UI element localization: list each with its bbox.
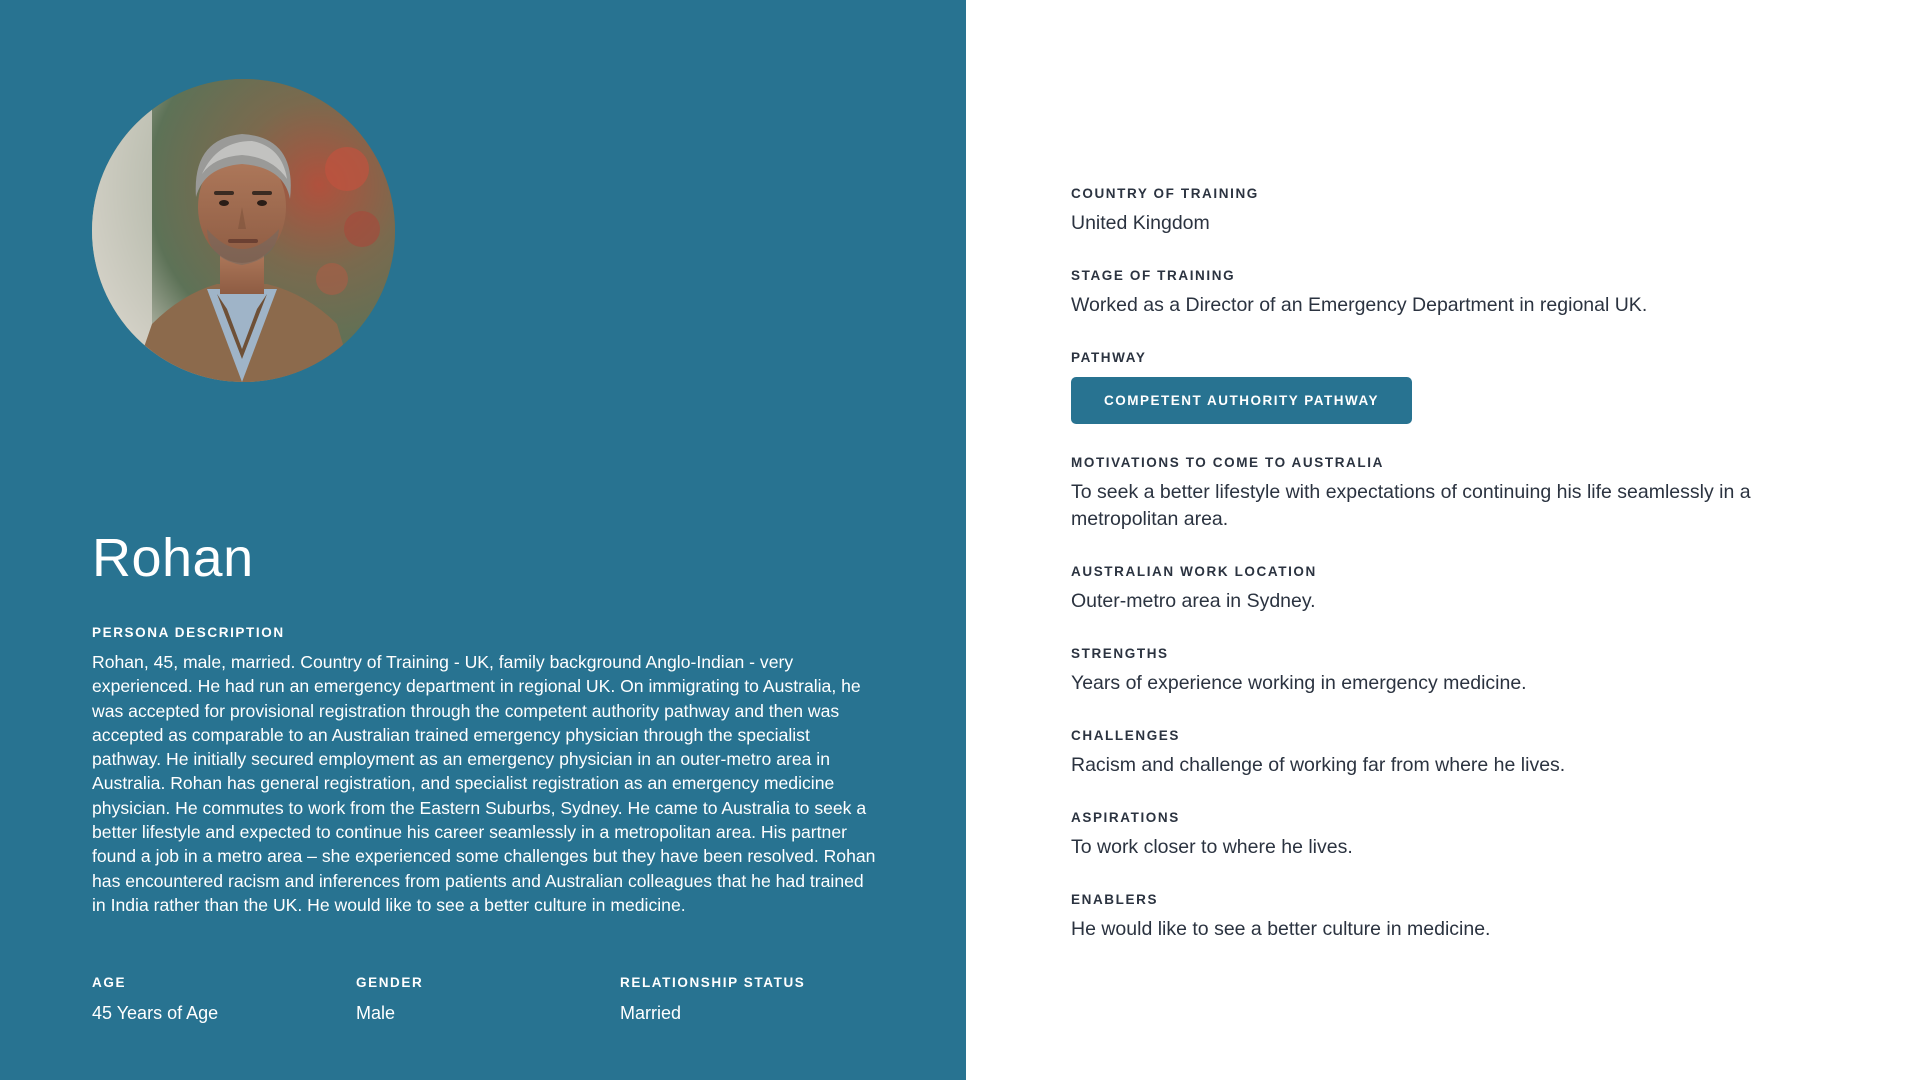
field-value: He would like to see a better culture in medicine. (1071, 918, 1491, 940)
field-value: United Kingdom (1071, 212, 1210, 234)
field-motivations (1071, 454, 1831, 533)
field-label: AUSTRALIAN WORK LOCATION (1071, 564, 1317, 579)
persona-description: Rohan, 45, male, married. Country of Training - UK, family background Anglo-Indian - very experienced. He had run an emergency department in regional UK. On immigrating to Australia, he was accepted for provisional registration through the competent authority pathway and then was accepted as comparable to an Australian trained emergency physician through the specialist pathway. He initially secured employment as an emergency physician in an outer-metro area in Australia. Rohan has general registration, and specialist registration as an emergency medicine physician. He commutes to work from the Eastern Suburbs, Sydney. He came to Australia to seek a better lifestyle and expected to continue his career seamlessly in a metropolitan area. His partner found a job in a metro area – she experienced some challenges but they have been resolved. Rohan has encountered racism and inferences from patients and Australian colleagues that he had trained in India rather than the UK. He would like to see a better culture in medicine. (92, 652, 876, 915)
details-fields (1071, 185, 1831, 973)
field-aspirations (1071, 809, 1831, 861)
fact-gender (356, 974, 620, 1025)
avatar (92, 79, 395, 382)
field-label: ASPIRATIONS (1071, 810, 1180, 825)
persona-name: Rohan (92, 528, 254, 588)
field-stage-of-training (1071, 267, 1831, 319)
field-enablers (1071, 891, 1831, 943)
fact-value: Male (356, 1003, 396, 1023)
field-value: To seek a better lifestyle with expectations of continuing his life seamlessly in a metropolitan area. (1071, 481, 1751, 530)
field-work-location (1071, 563, 1831, 615)
field-value: Outer-metro area in Sydney. (1071, 590, 1316, 612)
pathway-button[interactable]: COMPETENT AUTHORITY PATHWAY (1071, 377, 1412, 424)
persona-facts (92, 974, 892, 1025)
field-strengths (1071, 645, 1831, 697)
field-label: ENABLERS (1071, 892, 1159, 907)
fact-relationship-status (620, 974, 884, 1025)
field-challenges (1071, 727, 1831, 779)
portrait-image (92, 79, 395, 382)
field-value: Years of experience working in emergency medicine. (1071, 672, 1527, 694)
fact-age (92, 974, 356, 1025)
fact-label: GENDER (356, 975, 424, 990)
field-value: Racism and challenge of working far from where he lives. (1071, 754, 1566, 776)
details-panel (966, 0, 1920, 1080)
field-label: MOTIVATIONS TO COME TO AUSTRALIA (1071, 455, 1384, 470)
field-country-of-training (1071, 185, 1831, 237)
field-label: PATHWAY (1071, 350, 1147, 365)
field-value: Worked as a Director of an Emergency Department in regional UK. (1071, 294, 1648, 316)
field-label: STAGE OF TRAINING (1071, 268, 1236, 283)
field-label: COUNTRY OF TRAINING (1071, 186, 1259, 201)
fact-value: 45 Years of Age (92, 1003, 219, 1023)
persona-description-label: PERSONA DESCRIPTION (92, 625, 285, 640)
field-label: CHALLENGES (1071, 728, 1181, 743)
fact-label: AGE (92, 975, 127, 990)
fact-label: RELATIONSHIP STATUS (620, 975, 806, 990)
fact-value: Married (620, 1003, 682, 1023)
field-value: To work closer to where he lives. (1071, 836, 1353, 858)
field-pathway (1071, 349, 1831, 424)
field-label: STRENGTHS (1071, 646, 1169, 661)
